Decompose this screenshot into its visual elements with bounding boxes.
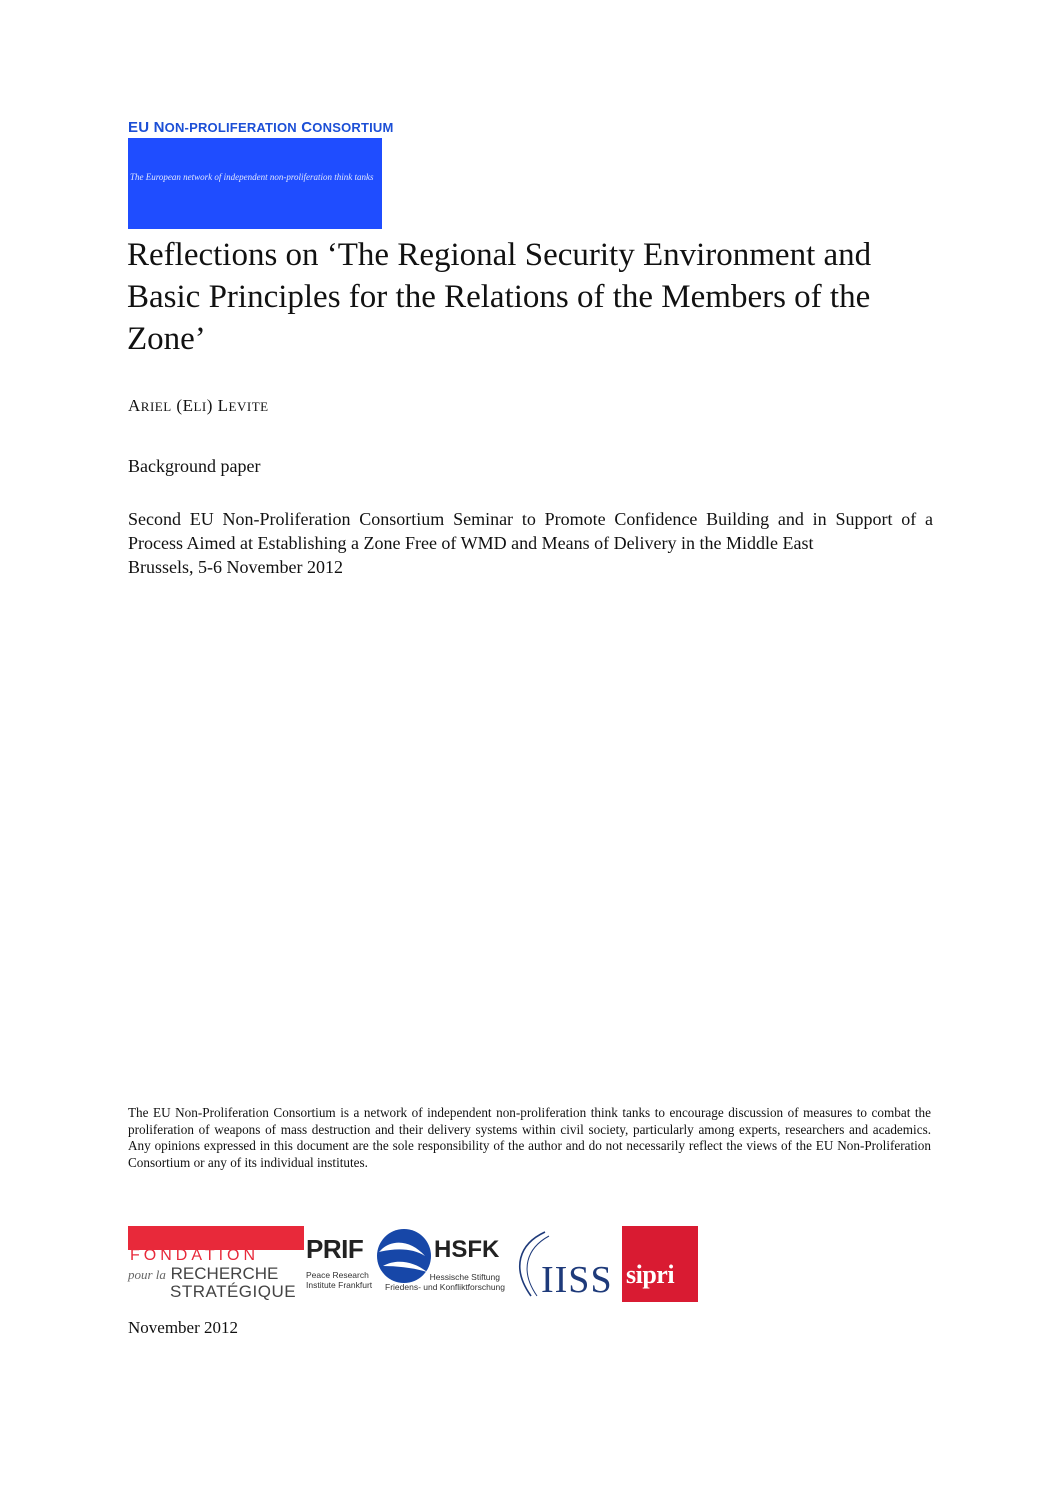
consortium-banner: [128, 138, 382, 229]
brand-part: ON-P: [164, 120, 198, 135]
prif-sub2: Institute Frankfurt: [306, 1280, 373, 1290]
document-type: Background paper: [128, 456, 261, 476]
sipri-name: sipri: [626, 1260, 675, 1289]
seminar-place-date: Brussels, 5-6 November 2012: [128, 557, 343, 577]
consortium-brand: [128, 118, 394, 138]
hsfk-sub1: Hessische Stiftung: [429, 1272, 500, 1282]
author-part: ) L: [206, 396, 229, 415]
iiss-name: IISS: [541, 1259, 613, 1301]
frs-line3: STRATÉGIQUE: [170, 1282, 297, 1301]
publication-date: November 2012: [128, 1318, 239, 1337]
hsfk-logo: [371, 1226, 506, 1302]
frs-pour-la: pour la: [128, 1267, 166, 1282]
author-name: [128, 396, 269, 416]
frs-logo: [128, 1226, 304, 1302]
seminar-info: [128, 507, 933, 579]
seminar-title: Second EU Non-Proliferation Consortium Seminar to Promote Confidence Building and in Support of a Process Aimed at Establishing a Zone Free of WMD and Means of Delivery in the Middle East: [128, 509, 933, 553]
author-part: RIEL: [140, 399, 172, 414]
brand-part: C: [296, 119, 313, 136]
prif-name: PRIF: [306, 1234, 364, 1264]
prif-subtitle: [306, 1270, 372, 1290]
sipri-logo: [622, 1226, 698, 1302]
frs-line2: [128, 1264, 278, 1284]
iiss-logo: [505, 1226, 623, 1302]
partner-logos: [128, 1226, 698, 1302]
consortium-header: [128, 118, 394, 229]
frs-line1: FONDATION: [130, 1247, 260, 1264]
brand-part: ONSORTIUM: [312, 120, 394, 135]
author-part: LI: [193, 399, 207, 414]
hsfk-sub2: Friedens- und Konfliktforschung: [385, 1282, 506, 1292]
consortium-tagline: The European network of independent non-proliferation think tanks: [130, 172, 374, 182]
hsfk-subtitle: [385, 1272, 506, 1292]
brand-part: EU N: [128, 119, 165, 136]
author-part: (E: [171, 396, 194, 415]
prif-sub1: Peace Research: [306, 1270, 369, 1280]
frs-recherche: RECHERCHE: [170, 1264, 279, 1283]
disclaimer-text: The EU Non-Proliferation Consortium is a network of independent non-proliferation think tanks to encourage discussion of measures to combat the proliferation of weapons of mass destruction and their delivery systems within civil society, particularly among experts, researchers and academics. Any opinions expressed in this document are the sole responsibility of the author and do not necessarily reflect the views of the EU Non-Proliferation Consortium or any of its individual institutes.: [128, 1105, 931, 1170]
author-part: EVITE: [228, 399, 269, 414]
author-part: A: [128, 396, 141, 415]
document-title: Reflections on ‘The Regional Security Environment and Basic Principles for the Relations of the Members of the Zone’: [127, 237, 872, 357]
brand-part: ROLIFERATION: [197, 120, 297, 135]
hsfk-name: HSFK: [434, 1236, 500, 1263]
